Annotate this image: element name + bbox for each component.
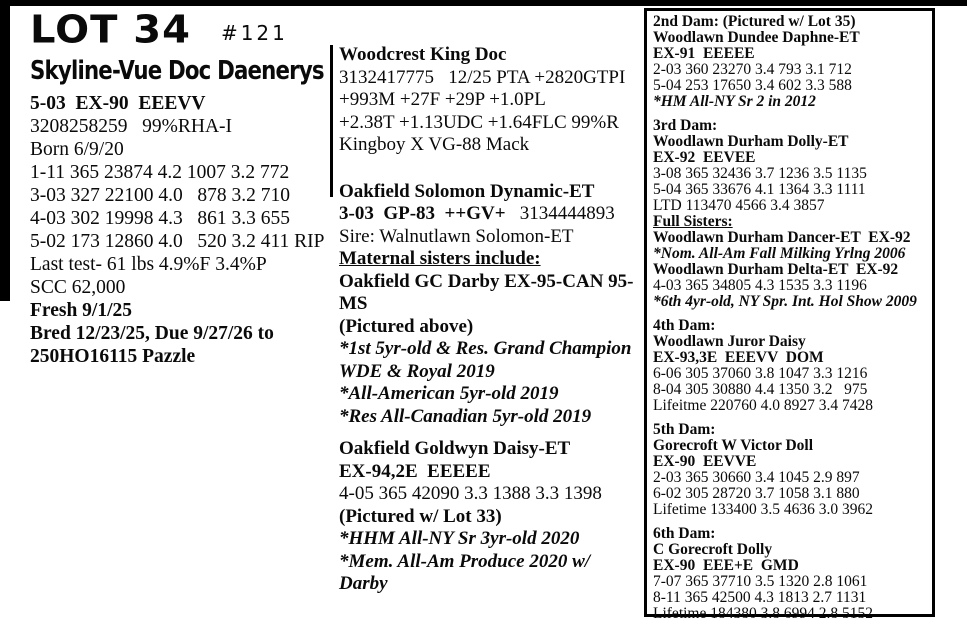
text-line: *Mem. All-Am Produce 2020 w/ Darby [339, 550, 595, 594]
text-line: EX-94,2E EEEEE [339, 460, 491, 482]
section-lines [653, 30, 930, 110]
text-line: 4-03 302 19998 4.3 861 3.3 655 [30, 208, 290, 229]
text-line: 3-08 365 32436 3.7 1236 3.5 1135 [653, 165, 867, 182]
dam-history-panel [644, 8, 935, 622]
lot-header [30, 8, 332, 52]
text-line: C Gorecroft Dolly [653, 541, 773, 558]
text-line: Last test- 61 lbs 4.9%F 3.4%P [30, 254, 267, 275]
text-line: 1-11 365 23874 4.2 1007 3.2 772 [30, 162, 290, 183]
text-line: *6th 4yr-old, NY Spr. Int. Hol Show 2009 [653, 293, 917, 310]
dam-section-4th [653, 318, 930, 414]
pedigree-column [339, 44, 641, 596]
animal-record-lines [30, 92, 332, 368]
sire-pta-lines [339, 67, 641, 157]
text-line [339, 428, 641, 438]
text-line: EX-91 EEEEE [653, 45, 755, 62]
sire-block [339, 44, 641, 157]
dam-section-5th [653, 422, 930, 518]
left-rule [0, 0, 10, 301]
text-line: Lifetime 184380 3.8 6994 2.8 5152 [653, 605, 873, 622]
text-line: +993M +27F +29P +1.0PL [339, 89, 546, 110]
text-line: 5-02 173 12860 4.0 520 3.2 411 RIP [30, 231, 325, 252]
text-line: Oakfield Goldwyn Daisy-ET [339, 438, 571, 459]
text-line: 3-03 327 22100 4.0 878 3.2 710 [30, 185, 290, 206]
text-line: *HM All-NY Sr 2 in 2012 [653, 93, 816, 110]
text-line: *All-American 5yr-old 2019 [339, 383, 559, 404]
text-line: 5-04 365 33676 4.1 1364 3.3 1111 [653, 181, 866, 198]
animal-name: Skyline-Vue Doc Daenerys [30, 56, 324, 86]
dam-section-3rd [653, 118, 930, 310]
text-line: 5-03 EX-90 EEEVV [30, 93, 206, 114]
dam-section-2nd [653, 14, 930, 110]
text-line: LTD 113470 4566 3.4 3857 [653, 197, 825, 214]
text-line: 2-03 360 23270 3.4 793 3.1 712 [653, 61, 852, 78]
text-line: Woodlawn Durham Dancer-ET EX-92 [653, 229, 911, 246]
maternal-sister-lines [339, 271, 641, 596]
text-line: *Nom. All-Am Fall Milking Yrlng 2006 [653, 245, 906, 262]
sire-name: Woodcrest King Doc [339, 44, 507, 65]
text-line: *HHM All-NY Sr 3yr-old 2020 [339, 528, 580, 549]
text-line: Full Sisters: [653, 213, 733, 230]
text-line: 5-04 253 17650 3.4 602 3.3 588 [653, 77, 852, 94]
text-line: 250HO16115 Pazzle [30, 346, 196, 367]
text-line: 6-06 305 37060 3.8 1047 3.3 1216 [653, 365, 868, 382]
text-line: EX-90 EEE+E GMD [653, 557, 799, 574]
top-rule [0, 0, 967, 6]
section-heading: 3rd Dam: [653, 117, 718, 134]
text-line: SCC 62,000 [30, 277, 126, 298]
text-line: 3132417775 12/25 PTA +2820GTPI [339, 66, 626, 88]
section-heading: 6th Dam: [653, 525, 716, 542]
text-line: Kingboy X VG-88 Mack [339, 134, 530, 155]
text-line: 2-03 365 30660 3.4 1045 2.9 897 [653, 469, 860, 486]
text-line: WDE & Royal 2019 [339, 360, 495, 382]
text-line: 6-02 305 28720 3.7 1058 3.1 880 [653, 485, 860, 502]
section-lines [653, 438, 930, 518]
text-line: EX-90 EEVVE [653, 453, 757, 470]
text-line: Woodlawn Durham Delta-ET EX-92 [653, 261, 899, 278]
text-line: Woodlawn Durham Dolly-ET [653, 133, 849, 150]
text-line: 8-04 305 30880 4.4 1350 3.2 975 [653, 381, 868, 398]
section-lines [653, 134, 930, 310]
dam-name: Oakfield Solomon Dynamic-ET [339, 180, 595, 202]
entry-number: #121 [220, 21, 288, 45]
text-line: 7-07 365 37710 3.5 1320 2.8 1061 [653, 573, 868, 590]
text-line: 4-05 365 42090 3.3 1388 3.3 1398 [339, 483, 602, 504]
text-line: *Res All-Canadian 5yr-old 2019 [339, 405, 592, 427]
text-line: Gorecroft W Victor Doll [653, 437, 813, 454]
text-line: +2.38T +1.13UDC +1.64FLC 99%R [339, 111, 619, 133]
dam-grade-line [339, 203, 641, 226]
section-heading: 5th Dam: [653, 421, 716, 438]
section-lines [653, 334, 930, 414]
text-line: 4-03 365 34805 4.3 1535 3.3 1196 [653, 277, 867, 294]
text-line: Born 6/9/20 [30, 139, 124, 160]
text-line: 3208258259 99%RHA-I [30, 116, 233, 137]
text-line: (Pictured w/ Lot 33) [339, 505, 502, 527]
text-line: Oakfield GC Darby EX-95-CAN 95-MS [339, 270, 634, 314]
text-line: Woodlawn Juror Daisy [653, 333, 806, 350]
text-line: 8-11 365 42500 4.3 1813 2.7 1131 [653, 589, 867, 606]
dam-sire-line: Sire: Walnutlawn Solomon-ET [339, 225, 574, 247]
section-heading: 4th Dam: [653, 317, 716, 334]
section-lines [653, 542, 930, 622]
lot-title: LOT 34 [30, 8, 191, 52]
section-heading: 2nd Dam: (Pictured w/ Lot 35) [653, 13, 856, 30]
text-line: Woodlawn Dundee Daphne-ET [653, 29, 860, 46]
dam-reg-number: 3134444893 [505, 203, 615, 224]
text-line: EX-92 EEVEE [653, 149, 756, 166]
text-line: Lifeitme 220760 4.0 8927 3.4 7428 [653, 397, 873, 414]
text-line: EX-93,3E EEEVV DOM [653, 349, 824, 366]
text-line: Lifetime 133400 3.5 4636 3.0 3962 [653, 501, 873, 518]
lot-animal-column [30, 8, 332, 368]
maternal-sisters-header: Maternal sisters include: [339, 248, 541, 269]
text-line: *1st 5yr-old & Res. Grand Champion [339, 338, 632, 359]
text-line: Fresh 9/1/25 [30, 300, 133, 321]
dam-grade: 3-03 GP-83 ++GV+ [339, 203, 506, 224]
dam-section-6th [653, 526, 930, 622]
text-line: (Pictured above) [339, 315, 474, 337]
text-line: Bred 12/23/25, Due 9/27/26 to [30, 323, 274, 344]
dam-block [339, 181, 641, 596]
